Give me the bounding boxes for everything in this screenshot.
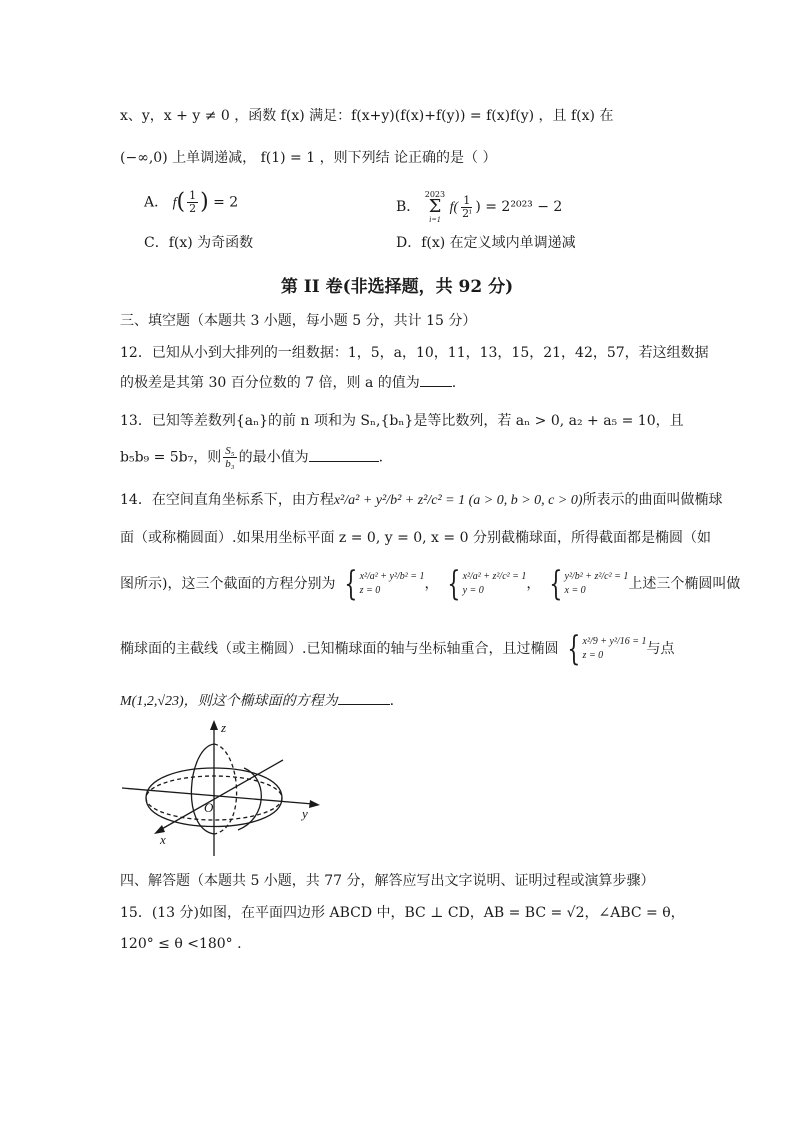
section-system-2: { x²/a² + z²/c² = 1 y = 0 (447, 564, 527, 604)
ellipsoid-figure (118, 718, 328, 863)
section-3-header: 三、填空题（本题共 3 小题，每小题 5 分，共计 15 分） (120, 313, 477, 329)
q13-line1: 13．已知等差数列{aₙ}的前 n 项和为 Sₙ,{bₙ}是等比数列，若 aₙ > 0, a₂ + a₅ = 10，且 (120, 413, 684, 429)
option-b-label: B． (396, 199, 421, 215)
q15-line2: 120° ≤ θ <180° . (120, 936, 242, 952)
z-axis-label: z (221, 720, 227, 735)
q11-option-b: B． 2023 Σ i=1 f( $\frac{1}{\text{2ⁱ}}$ ) = 2²⁰²³ − 2 (396, 190, 563, 224)
y-arrow (309, 800, 320, 808)
q14-line3: 图所示)，这三个截面的方程分别为 { x²/a² + y²/b² = 1 z = 0 ， { x²/a² + z²/c² = 1 y = 0 ， { y²/b² + z²/c² = 1 x = 0 上述三个椭圆叫做 (120, 564, 741, 604)
option-a-fraction: $\frac{1}{2}$ (189, 189, 197, 215)
q14-answer-blank[interactable] (338, 690, 390, 705)
section-4-header: 四、解答题（本题共 5 小题，共 77 分，解答应写出文字说明、证明过程或演算步骤） (120, 873, 655, 889)
q14-line5: M(1,2,√23)，则这个椭球面的方程为 . (120, 690, 394, 712)
q12-line2: 的极差是其第 30 百分位数的 7 倍，则 a 的值为 . (120, 372, 456, 393)
option-b-fraction: $\frac{1}{\text{2ⁱ}}$ (462, 193, 472, 220)
section-system-3: { y²/b² + z²/c² = 1 x = 0 (549, 564, 629, 604)
option-a-f: f (172, 195, 177, 211)
option-a-label: A． (144, 194, 169, 211)
origin-label: O (204, 800, 214, 815)
q13-answer-blank[interactable] (309, 447, 379, 462)
z-arrow (210, 720, 218, 730)
q14-equation: x²/a² + y²/b² + z²/c² = 1 (a > 0, b > 0, c > 0) (333, 493, 583, 508)
q12-line1: 12．已知从小到大排列的一组数据：1，5，a，10，11，13，15，21，42，57，若这组数据 (120, 345, 709, 361)
ellipse-system: { x²/9 + y²/16 = 1 z = 0 (567, 629, 647, 669)
q15-line1: 15．(13 分)如图，在平面四边形 ABCD 中，BC ⊥ CD，AB = BC = √2，∠ABC = θ， (120, 905, 685, 921)
section-2-title: 第 II 卷(非选择题，共 92 分) (280, 277, 514, 297)
q14-line4: 椭球面的主截线（或主椭圆）.已知椭球面的轴与坐标轴重合，且过椭圆 { x²/9 + y²/16 = 1 z = 0 与点 (120, 629, 675, 669)
q11-option-d: D．f(x) 在定义域内单调递减 (396, 235, 576, 251)
q11-option-a: A． f( $\frac{1}{2}$ ) = 2 (144, 189, 239, 215)
q12-answer-blank[interactable] (420, 372, 452, 387)
q14-line1: 14．在空间直角坐标系下，由方程x²/a² + y²/b² + z²/c² = 1 (a > 0, b > 0, c > 0)所表示的曲面叫做椭球 (120, 492, 723, 508)
q14-line2: 面（或称椭圆面）.如果用坐标平面 z = 0, y = 0, x = 0 分别截椭球面，所得截面都是椭圆（如 (120, 530, 711, 546)
section-system-1: { x²/a² + y²/b² = 1 z = 0 (344, 564, 425, 604)
q13-fraction: $\frac{\text{S₅}}{\text{b₃}}$ (225, 445, 235, 470)
x-axis-label: x (160, 832, 166, 847)
y-axis (122, 788, 313, 804)
q13-line2: b₅b₉ = 5b₇，则 $\frac{\text{S₅}}{\text{b₃}}$ 的最小值为 . (120, 445, 384, 470)
q11-line2: (−∞,0) 上单调递减， f(1) = 1 ，则下列结 论正确的是（ ） (120, 150, 497, 166)
option-b-sum: 2023 Σ i=1 (424, 190, 446, 224)
y-axis-label: y (302, 806, 308, 821)
q11-line1: x、y，x + y ≠ 0 ，函数 f(x) 满足：f(x+y)(f(x)+f(y)) = f(x)f(y) ，且 f(x) 在 (120, 108, 614, 124)
q11-option-c: C．f(x) 为奇函数 (144, 235, 254, 251)
x-axis (160, 760, 283, 830)
option-a-tail: = 2 (208, 194, 239, 211)
